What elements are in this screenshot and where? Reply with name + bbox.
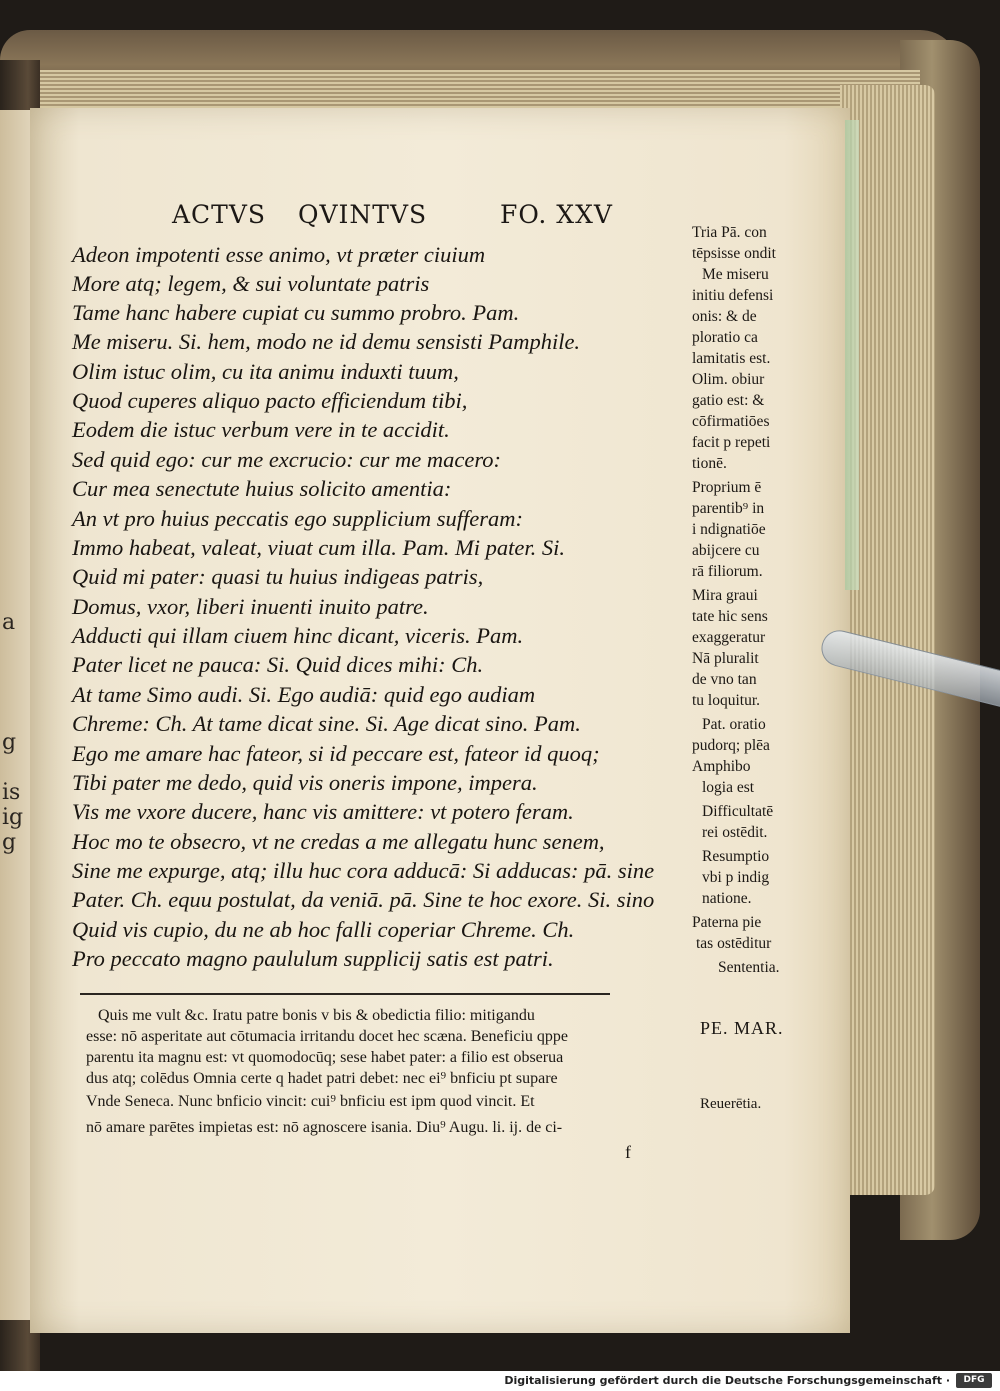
margin-note-line: pudorq; plēa (692, 737, 770, 754)
margin-note-line: de vno tan (692, 671, 757, 688)
margin-note-line: rā filiorum. (692, 563, 763, 580)
verse-line: Chreme: Ch. At tame dicat sine. Si. Age dicat sino. Pam. (72, 711, 581, 736)
margin-note-line: tate hic sens (692, 608, 768, 625)
margin-note-line: ploratio ca (692, 329, 758, 346)
left-page-fragment: a (2, 610, 16, 635)
margin-note-line: Me miseru (702, 266, 769, 283)
header-actus: ACTVS (172, 200, 267, 229)
verse-line: Sine me expurge, atq; illu huc cora adducā: Si adducas: pā. sine (72, 858, 655, 883)
margin-note-line: parentib⁹ in (692, 500, 765, 517)
margin-note-line: initiu defensi (692, 287, 774, 304)
margin-note-line: tu loquitur. (692, 692, 761, 709)
margin-note-line: i ndignatiōe (692, 521, 766, 538)
verse-line: Quid vis cupio, du ne ab hoc falli coperiar Chreme. Ch. (72, 917, 575, 942)
margin-note-line: Sententia. (718, 959, 780, 976)
margin-note-line: natione. (702, 890, 752, 907)
commentary-line: nō amare parētes impietas est: nō agnoscere isania. Diu⁹ Augu. li. ij. de ci- (86, 1119, 563, 1136)
verse-line: Olim istuc olim, cu ita animu induxti tuum, (72, 359, 459, 384)
verse-line: Pro peccato magno paululum supplicij satis est patri. (72, 946, 554, 971)
commentary-line: esse: nō asperitate aut cōtumacia irritandu docet hec scæna. Beneficiu qppe (86, 1028, 569, 1045)
margin-note-line: Mira graui (692, 587, 758, 604)
commentary-line: parentu ita magnu est: vt quomodocūq; sese habet pater: a filio est obserua (86, 1049, 564, 1066)
verse-line: At tame Simo audi. Si. Ego audiā: quid ego audiam (72, 682, 536, 707)
left-page-fragment: g (2, 730, 17, 755)
header-folio: FO. XXV (500, 200, 613, 229)
commentary-sidenote: Reuerētia. (700, 1096, 762, 1112)
margin-note-line: gatio est: & (692, 392, 765, 409)
margin-note-line: facit p repeti (692, 434, 771, 451)
footer-credit: Digitalisierung gefördert durch die Deutsche Forschungsgemeinschaft · (504, 1374, 950, 1387)
verse-line: More atq; legem, & sui voluntate patris (72, 271, 430, 296)
margin-note-line: Difficultatē (702, 803, 774, 820)
running-header (172, 200, 642, 240)
verse-underline (80, 993, 610, 995)
signature-mark: f (625, 1142, 631, 1162)
commentary-line: Vnde Seneca. Nunc bnficio vincit: cui⁹ bnficiu est ipm quod vincit. Et (86, 1093, 535, 1110)
verse-line: Me miseru. Si. hem, modo ne id demu sensisti Pamphile. (72, 329, 581, 354)
left-page-fragment: ig (2, 805, 24, 830)
verse-line: Quod cuperes aliquo pacto efficiendum tibi, (72, 388, 468, 413)
margin-note-line: logia est (702, 779, 755, 796)
margin-note-line: exaggeratur (692, 629, 766, 646)
margin-note-line: Tria Pā. con (692, 224, 767, 241)
margin-note-line: Olim. obiur (692, 371, 765, 388)
margin-note-line: tas ostēditur (696, 935, 772, 952)
verse-line: Tame hanc habere cupiat cu summo probro. Pam. (72, 300, 520, 325)
margin-note-line: Nā pluralit (692, 650, 759, 667)
margin-note-line: abijcere cu (692, 542, 760, 559)
verse-line: An vt pro huius peccatis ego supplicium sufferam: (72, 506, 523, 531)
commentary-line: dus atq; colēdus Omnia certe q hadet patri debet: nec ei⁹ bnficiu pt supare (86, 1070, 558, 1087)
verse-line: Ego me amare hac fateor, si id peccare est, fateor id quoq; (72, 741, 600, 766)
verse-line: Cur mea senectute huius solicito amentia: (72, 476, 452, 501)
dfg-logo: DFG (956, 1373, 992, 1388)
verse-line: Eodem die istuc verbum vere in te accidit. (72, 417, 450, 442)
verse-line: Vis me vxore ducere, hanc vis amittere: vt potero feram. (72, 799, 574, 824)
margin-note-line: onis: & de (692, 308, 757, 325)
left-page-fragment: is (2, 780, 21, 805)
verse-line: Pater licet ne pauca: Si. Quid dices mihi: Ch. (72, 652, 484, 677)
margin-note-line: Proprium ē (692, 479, 762, 496)
verse-line: Pater. Ch. equu postulat, da veniā. pā. Sine te hoc exore. Si. sino (72, 887, 655, 912)
margin-note-line: Paterna pie (692, 914, 762, 931)
commentator-name: PE. MAR. (700, 1018, 784, 1038)
page-stack-top (40, 70, 920, 110)
verse-line: Adducti qui illam ciuem hinc dicant, viceris. Pam. (72, 623, 524, 648)
verse-line: Quid mi pater: quasi tu huius indigeas patris, (72, 564, 484, 589)
verse-line: Hoc mo te obsecro, vt ne credas a me allegatu hunc senem, (72, 829, 605, 854)
verse-line: Sed quid ego: cur me excrucio: cur me macero: (72, 447, 502, 472)
verse-line: Adeon impotenti esse animo, vt præter ciuium (72, 242, 486, 267)
margin-note-line: Amphibo (692, 758, 751, 775)
header-quintus: QVINTVS (298, 200, 428, 229)
verse-line: Immo habeat, valeat, viuat cum illa. Pam. Mi pater. Si. (72, 535, 566, 560)
footer-bar (0, 1371, 1000, 1391)
margin-note-line: rei ostēdit. (702, 824, 768, 841)
margin-note-line: tēpsisse ondit (692, 245, 776, 262)
margin-note-line: cōfirmatiōes (692, 413, 770, 430)
verse-line: Tibi pater me dedo, quid vis oneris impone, impera. (72, 770, 538, 795)
margin-note-line: lamitatis est. (692, 350, 771, 367)
left-page-fragment: g (2, 830, 17, 855)
margin-note-line: Pat. oratio (702, 716, 766, 733)
margin-note-line: Resumptio (702, 848, 770, 865)
green-edge-stain (845, 120, 859, 590)
commentary-line: Quis me vult &c. Iratu patre bonis v bis & obedictia filio: mitigandu (98, 1007, 535, 1024)
verse-line: Domus, vxor, liberi inuenti inuito patre. (72, 594, 429, 619)
margin-note-line: tionē. (692, 455, 727, 472)
margin-note-line: vbi p indig (702, 869, 770, 886)
